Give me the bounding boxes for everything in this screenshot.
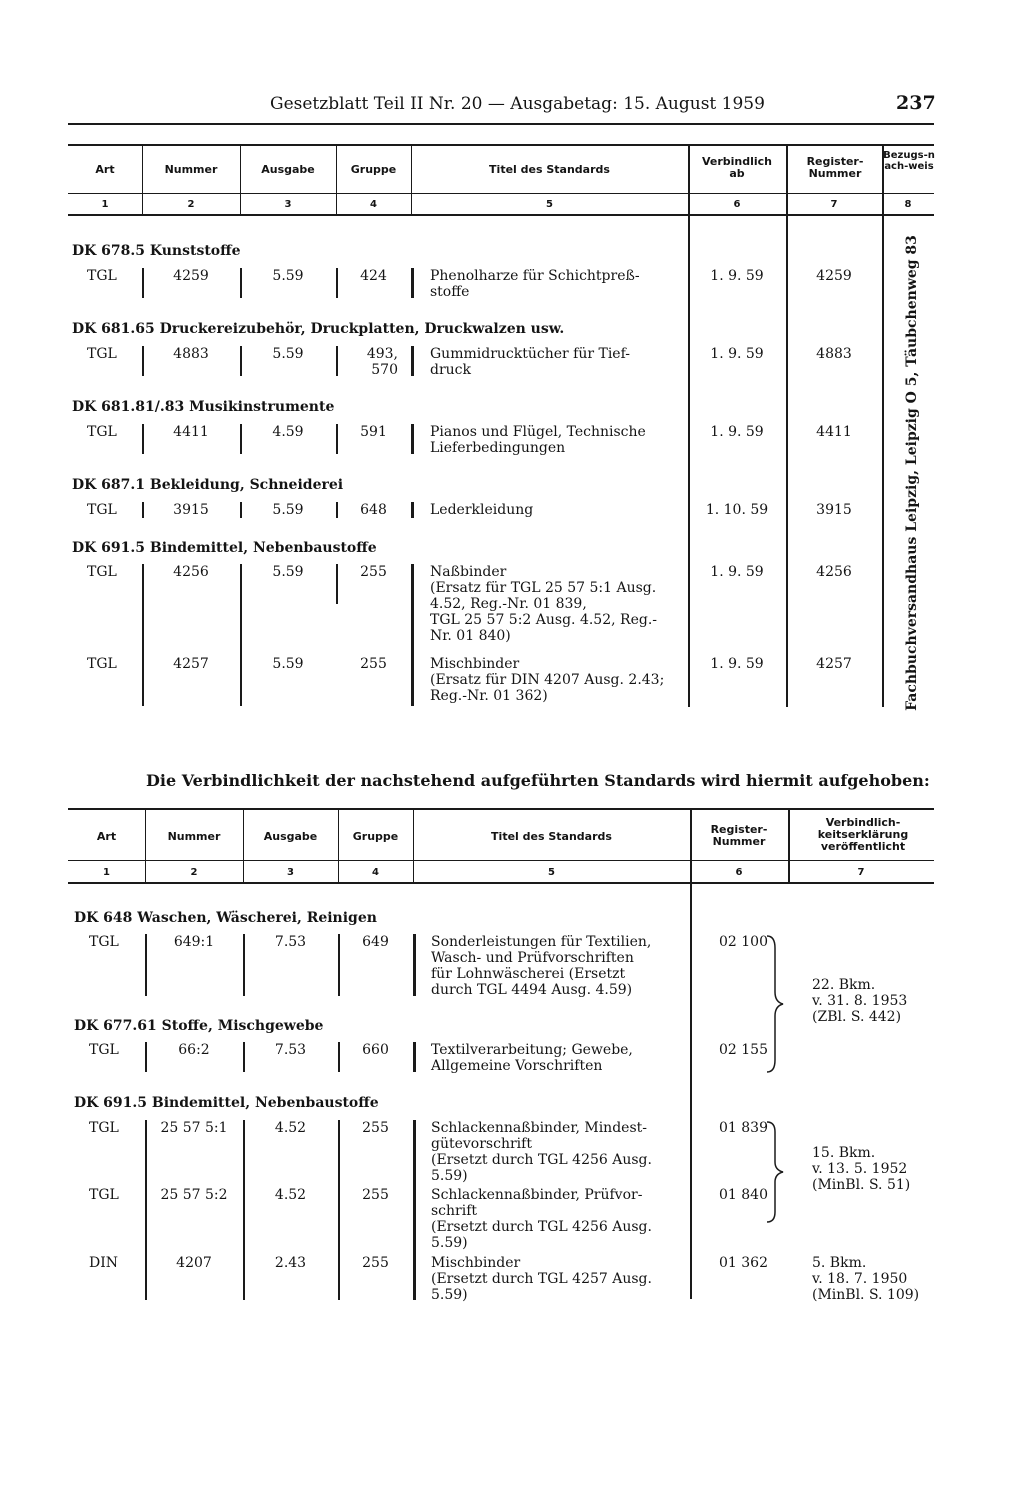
t2-colnum: 2 xyxy=(190,867,198,878)
cell-nummer: 25 57 5:1 xyxy=(160,1120,228,1136)
t2-colnum: 1 xyxy=(103,867,110,878)
cell-titel: Textilverarbeitung; Gewebe, Allgemeine Vorschriften xyxy=(431,1042,633,1074)
cell-gruppe: 255 xyxy=(362,1187,389,1203)
row-separator xyxy=(145,1120,147,1300)
t2-header-gruppe: Gruppe xyxy=(352,830,399,843)
table2-colnum-rule xyxy=(68,882,934,884)
cell-verbindlich: 1. 9. 59 xyxy=(710,564,764,580)
row-separator xyxy=(240,564,242,706)
cell-titel: Schlackennaßbinder, Mindest- gütevorschrift (Ersetzt durch TGL 4256 Ausg. 5.59) xyxy=(431,1120,652,1184)
cell-ausgabe: 7.53 xyxy=(274,934,307,950)
row-separator xyxy=(411,502,414,518)
cell-ausgabe: 7.53 xyxy=(274,1042,307,1058)
cell-ausgabe: 5.59 xyxy=(272,268,304,284)
cell-art: TGL xyxy=(87,268,117,284)
page-number: 237 xyxy=(896,92,936,114)
cell-titel: Sonderleistungen für Textilien, Wasch- und Prüfvorschriften für Lohnwäscherei (Ersetzt durch TGL 4494 Ausg. 4.59) xyxy=(431,934,652,998)
table2-col-sep xyxy=(690,809,692,1299)
t2-section-label: DK 648 Waschen, Wäscherei, Reinigen xyxy=(74,910,377,926)
cell-nummer: 4257 xyxy=(173,656,209,672)
t2-colnum: 6 xyxy=(735,867,743,878)
cell-gruppe: 424 xyxy=(360,268,387,284)
cell-art: TGL xyxy=(89,1187,119,1203)
t2-header-titel: Titel des Standards xyxy=(491,830,612,843)
cell-titel: Phenolharze für Schichtpreß- stoffe xyxy=(430,268,640,300)
cell-gruppe: 649 xyxy=(362,934,389,950)
row-separator xyxy=(336,346,338,376)
t1-header-art: Art xyxy=(95,163,115,176)
t1-section-label: DK 687.1 Bekleidung, Schneiderei xyxy=(72,477,344,493)
cell-gruppe: 591 xyxy=(360,424,387,440)
cell-register: 3915 xyxy=(816,502,852,518)
t1-header-verbindlich: Verbindlich ab xyxy=(701,155,773,180)
table1-header-rule xyxy=(68,193,934,194)
cell-register: 4257 xyxy=(816,656,852,672)
table2-header-rule xyxy=(68,860,934,861)
cell-register: 4883 xyxy=(816,346,852,362)
cell-nummer: 4256 xyxy=(173,564,209,580)
t2-colnum: 7 xyxy=(857,867,865,878)
cell-ausgabe: 4.59 xyxy=(272,424,304,440)
row-separator xyxy=(411,268,414,298)
bekanntmachung-ref: 15. Bkm. v. 13. 5. 1952 (MinBl. S. 51) xyxy=(812,1145,911,1193)
cell-titel: Mischbinder (Ersetzt durch TGL 4257 Ausg. 5.59) xyxy=(431,1255,652,1303)
cell-register: 01 840 xyxy=(719,1187,768,1203)
cell-register: 02 100 xyxy=(719,934,768,950)
cell-verbindlich: 1. 9. 59 xyxy=(710,424,764,440)
repeal-caption: Die Verbindlichkeit der nachstehend aufgeführten Standards wird hiermit aufgehoben: xyxy=(146,771,930,790)
row-separator xyxy=(413,934,416,996)
row-separator xyxy=(142,564,144,706)
t1-header-gruppe: Gruppe xyxy=(350,163,397,176)
cell-ausgabe: 4.52 xyxy=(274,1187,307,1203)
cell-art: TGL xyxy=(87,424,117,440)
cell-art: TGL xyxy=(87,564,117,580)
cell-gruppe: 255 xyxy=(360,656,387,672)
t2-header-art: Art xyxy=(96,830,117,843)
t1-section-label: DK 691.5 Bindemittel, Nebenbaustoffe xyxy=(72,540,377,556)
cell-gruppe: 493, 570 xyxy=(366,346,398,378)
t2-colnum: 3 xyxy=(287,867,294,878)
t2-header-bkm: Verbindlich-keitserklärung veröffentlicht xyxy=(817,816,909,853)
row-separator xyxy=(411,424,414,454)
t2-section-label: DK 691.5 Bindemittel, Nebenbaustoffe xyxy=(74,1095,379,1111)
cell-titel: Schlackennaßbinder, Prüfvor- schrift (Ersetzt durch TGL 4256 Ausg. 5.59) xyxy=(431,1187,652,1251)
t1-section-label: DK 681.81/.83 Musikinstrumente xyxy=(72,399,335,415)
t1-colnum: 2 xyxy=(187,199,195,210)
cell-register: 01 839 xyxy=(719,1120,768,1136)
cell-art: TGL xyxy=(89,934,119,950)
cell-register: 02 155 xyxy=(719,1042,768,1058)
publisher-side-label: Fachbuchversandhaus Leipzig, Leipzig O 5, Täubchenweg 83 xyxy=(904,234,920,711)
cell-gruppe: 255 xyxy=(362,1120,389,1136)
cell-titel: Naßbinder (Ersatz für TGL 25 57 5:1 Ausg. 4.52, Reg.-Nr. 01 839, TGL 25 57 5:2 Ausg. 4.52, Reg.- Nr. 01 840) xyxy=(430,564,657,644)
cell-ausgabe: 5.59 xyxy=(272,346,304,362)
cell-nummer: 4259 xyxy=(173,268,209,284)
cell-ausgabe: 5.59 xyxy=(272,502,304,518)
row-separator xyxy=(411,346,414,376)
cell-titel: Mischbinder (Ersatz für DIN 4207 Ausg. 2.43; Reg.-Nr. 01 362) xyxy=(430,656,665,704)
t1-header-register: Register-Nummer xyxy=(806,155,864,180)
cell-verbindlich: 1. 9. 59 xyxy=(710,656,764,672)
cell-register: 4259 xyxy=(816,268,852,284)
t1-header-nummer: Nummer xyxy=(164,163,218,176)
cell-ausgabe: 2.43 xyxy=(274,1255,307,1271)
table1-colnum-rule xyxy=(68,214,934,216)
cell-ausgabe: 5.59 xyxy=(272,656,304,672)
cell-art: TGL xyxy=(87,502,117,518)
t1-header-titel: Titel des Standards xyxy=(489,163,610,176)
cell-titel: Lederkleidung xyxy=(430,502,534,518)
row-separator xyxy=(413,1042,416,1072)
cell-titel: Pianos und Flügel, Technische Lieferbedingungen xyxy=(430,424,646,456)
t1-colnum: 7 xyxy=(830,199,838,210)
row-separator xyxy=(338,1120,340,1300)
cell-art: TGL xyxy=(89,1042,119,1058)
t1-colnum: 1 xyxy=(101,199,109,210)
cell-ausgabe: 5.59 xyxy=(272,564,304,580)
t1-header-bezug: Bezugs-nach-weis xyxy=(883,150,935,172)
cell-art: TGL xyxy=(87,656,117,672)
cell-nummer: 4883 xyxy=(173,346,209,362)
t2-header-nummer: Nummer xyxy=(167,830,221,843)
cell-verbindlich: 1. 9. 59 xyxy=(710,268,764,284)
t2-header-register: Register-Nummer xyxy=(710,823,768,848)
cell-verbindlich: 1. 10. 59 xyxy=(705,502,769,518)
publisher-side-text xyxy=(902,234,922,711)
cell-gruppe: 660 xyxy=(362,1042,389,1058)
cell-gruppe: 255 xyxy=(360,564,387,580)
cell-art: DIN xyxy=(89,1255,119,1271)
cell-gruppe: 648 xyxy=(360,502,387,518)
cell-nummer: 66:2 xyxy=(178,1042,210,1058)
table1-top-rule xyxy=(68,144,934,146)
cell-ausgabe: 4.52 xyxy=(274,1120,307,1136)
cell-nummer: 649:1 xyxy=(173,934,215,950)
cell-gruppe: 255 xyxy=(362,1255,389,1271)
cell-nummer: 4207 xyxy=(176,1255,212,1271)
table1-col-sep xyxy=(882,145,884,707)
t2-header-ausgabe: Ausgabe xyxy=(263,830,318,843)
right-brace-icon xyxy=(765,934,785,1074)
cell-verbindlich: 1. 9. 59 xyxy=(710,346,764,362)
t1-colnum: 3 xyxy=(284,199,292,210)
cell-titel: Gummidrucktücher für Tief- druck xyxy=(430,346,631,378)
right-brace-icon xyxy=(765,1120,785,1224)
cell-art: TGL xyxy=(89,1120,119,1136)
row-separator xyxy=(413,1120,416,1300)
cell-nummer: 3915 xyxy=(173,502,209,518)
t1-colnum: 6 xyxy=(733,199,741,210)
t1-colnum: 8 xyxy=(904,199,912,210)
row-separator xyxy=(243,1120,245,1300)
t2-colnum: 4 xyxy=(372,867,379,878)
cell-register: 4256 xyxy=(816,564,852,580)
t1-header-ausgabe: Ausgabe xyxy=(261,163,315,176)
cell-nummer: 25 57 5:2 xyxy=(160,1187,228,1203)
bekanntmachung-ref: 22. Bkm. v. 31. 8. 1953 (ZBl. S. 442) xyxy=(812,977,908,1025)
t1-colnum: 4 xyxy=(370,199,377,210)
row-separator xyxy=(411,564,414,706)
t2-section-label: DK 677.61 Stoffe, Mischgewebe xyxy=(74,1018,324,1034)
cell-register: 01 362 xyxy=(719,1255,768,1271)
t1-colnum: 5 xyxy=(546,199,553,210)
table2-top-rule xyxy=(68,808,934,810)
page-header-title: Gesetzblatt Teil II Nr. 20 — Ausgabetag: 15. August 1959 xyxy=(270,94,765,114)
t2-colnum: 5 xyxy=(548,867,555,878)
cell-nummer: 4411 xyxy=(173,424,209,440)
cell-register: 4411 xyxy=(816,424,852,440)
bekanntmachung-ref: 5. Bkm. v. 18. 7. 1950 (MinBl. S. 109) xyxy=(812,1255,920,1303)
header-rule xyxy=(68,123,934,125)
cell-art: TGL xyxy=(87,346,117,362)
t1-section-label: DK 681.65 Druckereizubehör, Druckplatten, Druckwalzen usw. xyxy=(72,321,565,337)
t1-section-label: DK 678.5 Kunststoffe xyxy=(72,243,241,259)
